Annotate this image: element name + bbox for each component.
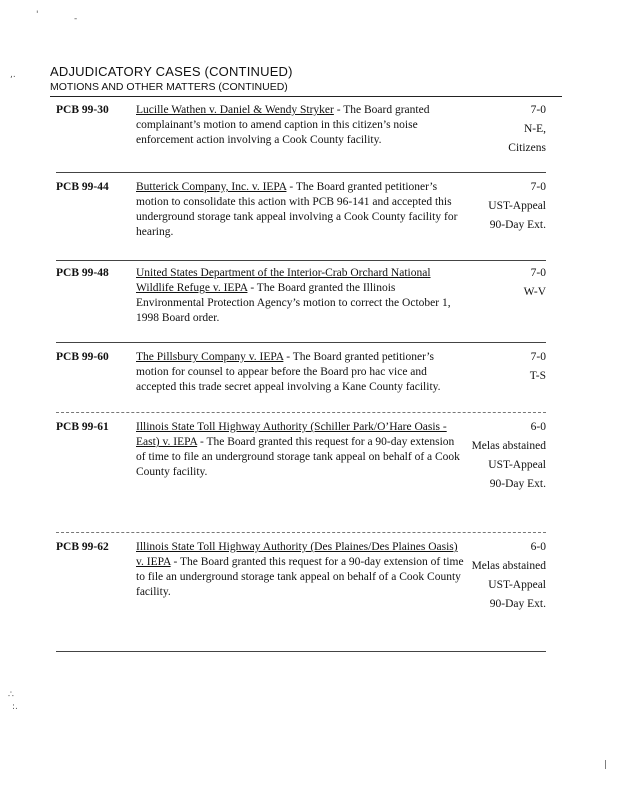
case-number: PCB 99-60 xyxy=(56,351,109,363)
case-party-link[interactable]: The Pillsbury Company v. IEPA xyxy=(136,351,284,363)
case-separator xyxy=(56,342,546,343)
case-text: - The Board granted complainant’s motion to amend caption in this citizen’s noise enforcement action involving a Cook County facility. xyxy=(136,104,430,146)
case-party-link[interactable]: Illinois State Toll Highway Authority (Des Plaines/Des Plaines Oasis) v. IEPA xyxy=(136,541,458,568)
case-description xyxy=(136,103,466,148)
case-category: Melas abstained xyxy=(471,440,546,452)
scan-speck: | xyxy=(604,760,608,770)
scan-speck: :. xyxy=(12,702,18,712)
case-text: - The Board granted petitioner’s motion to consolidate this action with PCB 96-141 and accepted this underground storage tank appeal involving a Cook County facility for hearing. xyxy=(136,181,458,238)
case-votes xyxy=(456,103,546,160)
scan-speck: - xyxy=(74,14,78,24)
case-number: PCB 99-30 xyxy=(56,104,109,116)
vote-tally: 7-0 xyxy=(530,104,546,116)
case-party-link[interactable]: Lucille Wathen v. Daniel & Wendy Stryker xyxy=(136,104,334,116)
case-category: N-E, xyxy=(523,123,546,135)
case-description xyxy=(136,266,466,326)
case-votes xyxy=(456,540,546,616)
case-separator xyxy=(56,260,546,261)
case-separator xyxy=(56,172,546,173)
vote-tally: 7-0 xyxy=(530,267,546,279)
case-separator xyxy=(56,651,546,652)
vote-tally: 6-0 xyxy=(530,541,546,553)
case-description xyxy=(136,420,466,480)
vote-tally: 6-0 xyxy=(530,421,546,433)
section-subheading: MOTIONS AND OTHER MATTERS (CONTINUED) xyxy=(50,81,288,93)
section-heading: ADJUDICATORY CASES (CONTINUED) xyxy=(50,64,293,79)
case-category: 90-Day Ext. xyxy=(489,219,546,231)
scan-speck: ∴ xyxy=(8,690,14,700)
case-party-link[interactable]: Butterick Company, Inc. v. IEPA xyxy=(136,181,287,193)
case-category: UST-Appeal xyxy=(488,459,546,471)
case-number: PCB 99-44 xyxy=(56,181,109,193)
case-description xyxy=(136,350,466,395)
case-party-link[interactable]: Illinois State Toll Highway Authority (Schiller Park/O’Hare Oasis - East) v. IEPA xyxy=(136,421,447,448)
case-votes xyxy=(456,420,546,496)
case-text: - The Board granted petitioner’s motion for counsel to appear before the Board pro hac vice and accepted this trade secret appeal involving a Kane County facility. xyxy=(136,351,441,393)
case-category: Melas abstained xyxy=(471,560,546,572)
case-party-link[interactable]: United States Department of the Interior-Crab Orchard National Wildlife Refuge v. IEPA xyxy=(136,267,431,294)
case-category: Citizens xyxy=(508,142,546,154)
case-category: 90-Day Ext. xyxy=(489,598,546,610)
header-rule xyxy=(50,96,562,97)
case-text: - The Board granted this request for a 90-day extension of time to file an underground storage tank appeal on behalf of a Cook County facility. xyxy=(136,436,460,478)
case-votes xyxy=(456,350,546,388)
case-number: PCB 99-48 xyxy=(56,267,109,279)
case-votes xyxy=(456,266,546,304)
case-text: - The Board granted the Illinois Environmental Protection Agency’s motion to correct the October 1, 1998 Board order. xyxy=(136,282,451,324)
case-text: - The Board granted this request for a 90-day extension of time to file an underground storage tank appeal on behalf of a Cook County facility. xyxy=(136,556,464,598)
case-number: PCB 99-61 xyxy=(56,421,109,433)
scan-speck: ,. xyxy=(10,70,16,80)
scan-speck: ' xyxy=(36,10,39,20)
case-votes xyxy=(456,180,546,237)
case-category: 90-Day Ext. xyxy=(489,478,546,490)
case-category: W-V xyxy=(523,286,546,298)
case-category: UST-Appeal xyxy=(488,200,546,212)
vote-tally: 7-0 xyxy=(530,181,546,193)
case-description xyxy=(136,180,466,240)
case-number: PCB 99-62 xyxy=(56,541,109,553)
case-category: T-S xyxy=(529,370,546,382)
case-separator xyxy=(56,532,546,533)
case-description xyxy=(136,540,466,600)
vote-tally: 7-0 xyxy=(530,351,546,363)
case-category: UST-Appeal xyxy=(488,579,546,591)
case-separator xyxy=(56,412,546,413)
